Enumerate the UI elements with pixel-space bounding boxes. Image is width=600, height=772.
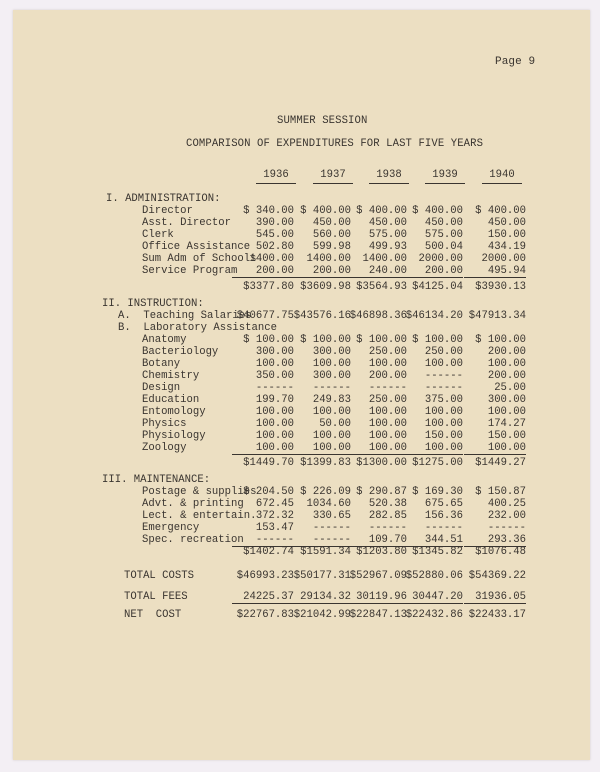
cell-value: 293.36 — [464, 534, 526, 547]
cell-value: 300.00 — [312, 346, 351, 358]
cell-value: 24225.37 — [232, 591, 294, 604]
cell-value: $1402.74 — [243, 546, 294, 558]
cell-value: 575.00 — [368, 229, 407, 241]
cell-value: 1400.00 — [362, 253, 407, 265]
cell-value: 50.00 — [319, 418, 351, 430]
cell-value: $1345.82 — [412, 546, 463, 558]
cell-value: $4125.04 — [412, 281, 463, 293]
cell-value: $ 400.00 — [356, 205, 407, 217]
cell-value: 250.00 — [368, 394, 407, 406]
cell-value: $ 100.00 — [243, 334, 294, 346]
cell-value: $46134.20 — [405, 310, 463, 322]
cell-value: ------ — [368, 522, 407, 534]
cell-value: $3930.13 — [475, 281, 526, 293]
row-label: Physics — [142, 418, 187, 430]
subtotal-row — [0, 546, 600, 558]
cell-value: 100.00 — [232, 442, 294, 455]
cell-value: 174.27 — [487, 418, 526, 430]
cell-value: $43576.16 — [293, 310, 351, 322]
row-label: Clerk — [142, 229, 174, 241]
section-heading-maintenance: III. MAINTENANCE: — [102, 474, 211, 486]
total-costs-row — [0, 570, 600, 582]
cell-value: 250.00 — [368, 346, 407, 358]
cell-value: ------ — [312, 522, 351, 534]
cell-value: ------ — [289, 534, 351, 547]
row-label: Service Program — [142, 265, 238, 277]
row-label: Emergency — [142, 522, 200, 534]
cell-value: $52880.06 — [405, 570, 463, 582]
table-row — [0, 358, 600, 370]
table-row — [0, 229, 600, 241]
cell-value: $3377.80 — [243, 281, 294, 293]
cell-value: $1591.34 — [300, 546, 351, 558]
cell-value: $3564.93 — [356, 281, 407, 293]
cell-value: 344.51 — [401, 534, 463, 547]
cell-value: 232.00 — [487, 510, 526, 522]
cell-value: $ 400.00 — [475, 205, 526, 217]
row-label: Advt. & printing — [142, 498, 244, 510]
cell-value: 450.00 — [424, 217, 463, 229]
row-label: Anatomy — [142, 334, 187, 346]
cell-value: 675.65 — [424, 498, 463, 510]
cell-value: 100.00 — [255, 406, 294, 418]
cell-value: $40677.75 — [236, 310, 294, 322]
cell-value: ------ — [232, 534, 294, 547]
cell-value: 100.00 — [424, 418, 463, 430]
cell-value: 300.00 — [312, 370, 351, 382]
cell-value: 300.00 — [487, 394, 526, 406]
cell-value: $1300.00 — [356, 457, 407, 469]
subtotal-row — [0, 457, 600, 469]
cell-value: $22847.13 — [349, 609, 407, 621]
cell-value: 575.00 — [424, 229, 463, 241]
cell-value: 100.00 — [345, 442, 407, 455]
cell-value: 29134.32 — [289, 591, 351, 604]
cell-value: ------ — [255, 382, 294, 394]
row-label: Office Assistance — [142, 241, 251, 253]
cell-value: 156.36 — [424, 510, 463, 522]
cell-value: ------ — [424, 370, 463, 382]
cell-value: $46898.36 — [349, 310, 407, 322]
cell-value: 200.00 — [289, 265, 351, 278]
row-label: A. Teaching Salaries — [118, 310, 252, 322]
cell-value: $22432.86 — [405, 609, 463, 621]
table-row — [0, 217, 600, 229]
cell-value: $ 340.00 — [243, 205, 294, 217]
row-label: Sum Adm of Schools — [142, 253, 257, 265]
total-fees-row — [0, 591, 600, 603]
cell-value: 520.38 — [368, 498, 407, 510]
cell-value: 100.00 — [312, 406, 351, 418]
cell-value: 200.00 — [401, 265, 463, 278]
cell-value: 2000.00 — [481, 253, 526, 265]
cell-value: 200.00 — [487, 370, 526, 382]
table-row — [0, 205, 600, 217]
cell-value: $ 150.87 — [475, 486, 526, 498]
cell-value: $ 400.00 — [412, 205, 463, 217]
cell-value: $50177.31 — [293, 570, 351, 582]
table-row — [0, 510, 600, 522]
cell-value: 150.00 — [487, 229, 526, 241]
cell-value: 200.00 — [487, 346, 526, 358]
cell-value: 1400.00 — [249, 253, 294, 265]
cell-value: $ 169.30 — [412, 486, 463, 498]
cell-value: 495.94 — [464, 265, 526, 278]
cell-value: $1449.70 — [243, 457, 294, 469]
cell-value: 100.00 — [368, 430, 407, 442]
cell-value: 240.00 — [345, 265, 407, 278]
row-label: Zoology — [142, 442, 187, 454]
table-row — [0, 334, 600, 346]
cell-value: 150.00 — [487, 430, 526, 442]
cell-value: 100.00 — [487, 406, 526, 418]
cell-value: $ 100.00 — [356, 334, 407, 346]
cell-value: 100.00 — [487, 358, 526, 370]
table-row — [0, 253, 600, 265]
cell-value: 100.00 — [464, 442, 526, 455]
cell-value: $ 400.00 — [300, 205, 351, 217]
cell-value: 153.47 — [255, 522, 294, 534]
cell-value: $54369.22 — [468, 570, 526, 582]
cell-value: 560.00 — [312, 229, 351, 241]
cell-value: $1399.83 — [300, 457, 351, 469]
row-label: Chemistry — [142, 370, 200, 382]
cell-value: 2000.00 — [418, 253, 463, 265]
table-row — [0, 346, 600, 358]
cell-value: 545.00 — [255, 229, 294, 241]
row-label: TOTAL COSTS — [124, 570, 194, 582]
cell-value: 499.93 — [368, 241, 407, 253]
cell-value: $ 290.87 — [356, 486, 407, 498]
subsection-heading-lab: B. Laboratory Assistance — [118, 322, 277, 334]
row-label: Design — [142, 382, 181, 394]
cell-value: ------ — [487, 522, 526, 534]
row-label: Asst. Director — [142, 217, 232, 229]
cell-value: 502.80 — [255, 241, 294, 253]
cell-value: 199.70 — [255, 394, 294, 406]
document-subtitle: COMPARISON OF EXPENDITURES FOR LAST FIVE YEARS — [186, 138, 484, 150]
cell-value: 200.00 — [368, 370, 407, 382]
cell-value: 1400.00 — [306, 253, 351, 265]
subtotal-row — [0, 281, 600, 293]
cell-value: 100.00 — [368, 358, 407, 370]
row-label: Spec. recreation — [142, 534, 244, 546]
cell-value: $ 100.00 — [475, 334, 526, 346]
year-header: 1939 — [425, 169, 465, 184]
cell-value: 450.00 — [312, 217, 351, 229]
cell-value: 100.00 — [368, 418, 407, 430]
cell-value: 150.00 — [424, 430, 463, 442]
cell-value: 375.00 — [424, 394, 463, 406]
cell-value: $1203.80 — [356, 546, 407, 558]
row-label: Physiology — [142, 430, 206, 442]
section-heading-administration: I. ADMINISTRATION: — [106, 193, 221, 205]
cell-value: 100.00 — [255, 358, 294, 370]
document-title: SUMMER SESSION — [277, 115, 368, 127]
cell-value: $ 226.09 — [300, 486, 351, 498]
section-heading-instruction: II. INSTRUCTION: — [102, 298, 204, 310]
teaching-salaries-row — [0, 310, 600, 322]
cell-value: $46993.23 — [236, 570, 294, 582]
cell-value: 100.00 — [255, 418, 294, 430]
row-label: Botany — [142, 358, 181, 370]
cell-value: ------ — [368, 382, 407, 394]
row-label: Lect. & entertain. — [142, 510, 257, 522]
row-label: Postage & supplies — [142, 486, 257, 498]
table-row — [0, 486, 600, 498]
cell-value: 100.00 — [312, 358, 351, 370]
cell-value: 249.83 — [312, 394, 351, 406]
year-header: 1936 — [256, 169, 296, 184]
cell-value: $22433.17 — [468, 609, 526, 621]
cell-value: 300.00 — [255, 346, 294, 358]
cell-value: ------ — [424, 382, 463, 394]
row-label: Director — [142, 205, 193, 217]
cell-value: $ 100.00 — [300, 334, 351, 346]
table-row — [0, 522, 600, 534]
cell-value: $52967.09 — [349, 570, 407, 582]
cell-value: 100.00 — [424, 358, 463, 370]
cell-value: $22767.83 — [236, 609, 294, 621]
cell-value: 400.25 — [487, 498, 526, 510]
row-label: TOTAL FEES — [124, 591, 188, 603]
cell-value: $21042.99 — [293, 609, 351, 621]
table-row — [0, 418, 600, 430]
table-row — [0, 394, 600, 406]
cell-value: 372.32 — [255, 510, 294, 522]
cell-value: 109.70 — [345, 534, 407, 547]
cell-value: 200.00 — [232, 265, 294, 278]
table-row — [0, 534, 600, 546]
cell-value: ------ — [312, 382, 351, 394]
table-row — [0, 430, 600, 442]
cell-value: 100.00 — [289, 442, 351, 455]
table-row — [0, 382, 600, 394]
table-row — [0, 265, 600, 277]
cell-value: 100.00 — [255, 430, 294, 442]
row-label: Entomology — [142, 406, 206, 418]
cell-value: ------ — [424, 522, 463, 534]
cell-value: $3609.98 — [300, 281, 351, 293]
table-row — [0, 241, 600, 253]
cell-value: $ 100.00 — [412, 334, 463, 346]
cell-value: 100.00 — [312, 430, 351, 442]
cell-value: 450.00 — [368, 217, 407, 229]
cell-value: 450.00 — [487, 217, 526, 229]
cell-value: 330.65 — [312, 510, 351, 522]
table-row — [0, 498, 600, 510]
table-row — [0, 370, 600, 382]
row-label: Bacteriology — [142, 346, 219, 358]
cell-value: $1449.27 — [475, 457, 526, 469]
year-header: 1937 — [313, 169, 353, 184]
cell-value: $1076.48 — [475, 546, 526, 558]
cell-value: 434.19 — [487, 241, 526, 253]
cell-value: 31936.05 — [464, 591, 526, 604]
cell-value: 250.00 — [424, 346, 463, 358]
year-header: 1940 — [482, 169, 522, 184]
year-header: 1938 — [369, 169, 409, 184]
cell-value: 1034.60 — [306, 498, 351, 510]
cell-value: 672.45 — [255, 498, 294, 510]
cell-value: 500.04 — [424, 241, 463, 253]
net-cost-row — [0, 609, 600, 621]
cell-value: $ 204.50 — [243, 486, 294, 498]
table-row — [0, 442, 600, 454]
cell-value: 100.00 — [424, 406, 463, 418]
cell-value: 350.00 — [255, 370, 294, 382]
cell-value: 30447.20 — [401, 591, 463, 604]
cell-value: 390.00 — [255, 217, 294, 229]
page-number: Page 9 — [495, 56, 536, 68]
cell-value: 100.00 — [401, 442, 463, 455]
cell-value: $47913.34 — [468, 310, 526, 322]
cell-value: 100.00 — [368, 406, 407, 418]
cell-value: 30119.96 — [345, 591, 407, 604]
cell-value: 25.00 — [494, 382, 526, 394]
table-row — [0, 406, 600, 418]
cell-value: 282.85 — [368, 510, 407, 522]
cell-value: 599.98 — [312, 241, 351, 253]
cell-value: $1275.00 — [412, 457, 463, 469]
row-label: Education — [142, 394, 200, 406]
row-label: NET COST — [124, 609, 182, 621]
